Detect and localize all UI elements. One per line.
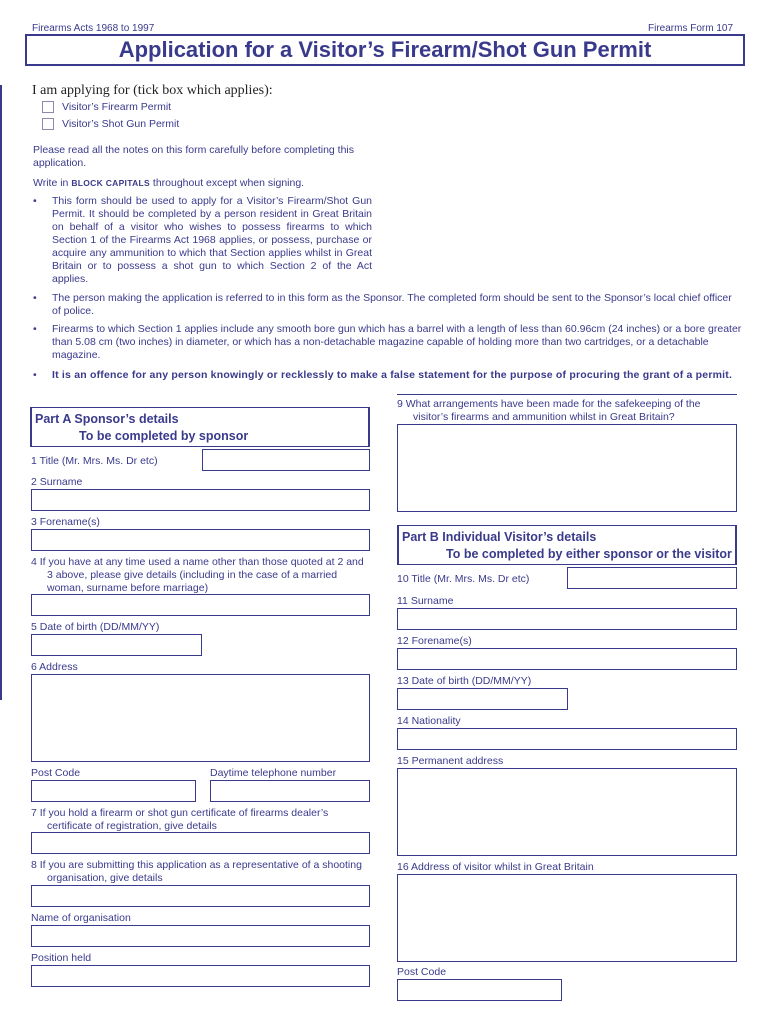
bullet-1-marker: •	[33, 195, 37, 207]
bullet-1-text: This form should be used to apply for a Visitor’s Firearm/Shot Gun Permit. It should be completed by a person resident in Great Britain on behalf of a visitor who wishes to possess firearms to which Section 1 of the Firearms Act 1968 applies, or possess, purchase or acquire any ammunition to which that Section applies whilst in Great Britain or to possess a shot gun to which Section 2 of the Act applies.	[52, 195, 372, 285]
organisation-name-field[interactable]	[31, 925, 370, 947]
q3-label: 3 Forename(s)	[31, 516, 100, 528]
sponsor-surname-field[interactable]	[31, 489, 370, 511]
q5-label: 5 Date of birth (DD/MM/YY)	[31, 621, 160, 633]
certificate-details-field[interactable]	[31, 832, 370, 854]
bullet-2-text: The person making the application is referred to in this form as the Sponsor. The completed form should be sent to the Sponsor’s local chief officer of police.	[52, 292, 732, 317]
margin-rule	[0, 85, 2, 700]
sponsor-address-field[interactable]	[31, 674, 370, 762]
part-b-title: Part B Individual Visitor’s details	[402, 530, 597, 544]
part-b-header	[397, 525, 737, 565]
q1-label: 1 Title (Mr. Mrs. Ms. Dr etc)	[31, 455, 158, 467]
q4-label: 4 If you have at any time used a name other than those quoted at 2 and 3 above, please give details (including in the case of a married woman, surname before marriage)	[31, 556, 364, 594]
safekeeping-field[interactable]	[397, 424, 737, 512]
permanent-address-field[interactable]	[397, 768, 737, 856]
q10-label: 10 Title (Mr. Mrs. Ms. Dr etc)	[397, 573, 530, 585]
block-capitals-text: BLOCK CAPITALS	[71, 178, 150, 188]
q9-rule	[397, 394, 737, 395]
q14-label: 14 Nationality	[397, 715, 461, 727]
visitor-dob-field[interactable]	[397, 688, 568, 710]
visitor-title-field[interactable]	[567, 567, 737, 589]
q13-label: 13 Date of birth (DD/MM/YY)	[397, 675, 532, 687]
bullet-4-marker: •	[33, 369, 37, 381]
part-a-header	[30, 407, 370, 447]
apply-heading: I am applying for (tick box which applies):	[32, 83, 273, 98]
organisation-details-field[interactable]	[31, 885, 370, 907]
shotgun-permit-checkbox[interactable]	[42, 118, 54, 130]
sponsor-forenames-field[interactable]	[31, 529, 370, 551]
phone-label: Daytime telephone number	[210, 767, 337, 779]
position-held-field[interactable]	[31, 965, 370, 987]
q2-label: 2 Surname	[31, 476, 83, 488]
other-names-field[interactable]	[31, 594, 370, 616]
q16-label: 16 Address of visitor whilst in Great Britain	[397, 861, 594, 873]
acts-reference: Firearms Acts 1968 to 1997	[32, 23, 155, 34]
write-in-text: Write in	[33, 177, 69, 189]
firearm-permit-checkbox[interactable]	[42, 101, 54, 113]
part-a-subtitle: To be completed by sponsor	[79, 429, 249, 443]
part-a-title: Part A Sponsor’s details	[35, 412, 179, 426]
visitor-postcode-field[interactable]	[397, 979, 562, 1001]
throughout-text: throughout except when signing.	[152, 177, 305, 189]
visitor-surname-field[interactable]	[397, 608, 737, 630]
sponsor-postcode-field[interactable]	[31, 780, 196, 802]
position-held-label: Position held	[31, 952, 92, 964]
sponsor-title-field[interactable]	[202, 449, 370, 471]
read-notes-text: Please read all the notes on this form carefully before completing this application.	[33, 144, 355, 169]
q6-label: 6 Address	[31, 661, 78, 673]
q7-label: 7 If you hold a firearm or shot gun certificate of firearms dealer’s certificate of registration, give details	[31, 807, 329, 832]
bullet-2-marker: •	[33, 292, 37, 304]
firearm-permit-label: Visitor’s Firearm Permit	[62, 101, 172, 113]
q15-label: 15 Permanent address	[397, 755, 504, 767]
q11-label: 11 Surname	[397, 595, 454, 607]
q8-label: 8 If you are submitting this application as a representative of a shooting organisation, give details	[31, 859, 362, 884]
sponsor-dob-field[interactable]	[31, 634, 202, 656]
visitor-postcode-label: Post Code	[397, 966, 447, 978]
bullet-4-text: It is an offence for any person knowingly or recklessly to make a false statement for the purpose of procuring the grant of a permit.	[52, 369, 733, 381]
organisation-name-label: Name of organisation	[31, 912, 131, 924]
visitor-nationality-field[interactable]	[397, 728, 737, 750]
form-number: Firearms Form 107	[648, 23, 734, 34]
visitor-forenames-field[interactable]	[397, 648, 737, 670]
shotgun-permit-label: Visitor’s Shot Gun Permit	[62, 118, 180, 130]
bullet-3-text: Firearms to which Section 1 applies include any smooth bore gun which has a barrel with a length of less than 60.96cm (24 inches) or a bore greater than 5.08 cm (two inches) in diameter, or which has a non-detachable magazine capable of holding more than two cartridges, or a detachable magazine.	[52, 323, 742, 361]
sponsor-phone-field[interactable]	[210, 780, 370, 802]
block-capitals-note	[33, 177, 304, 190]
bullet-3-marker: •	[33, 323, 37, 335]
q9-label: 9 What arrangements have been made for the safekeeping of the visitor’s firearms and ammunition whilst in Great Britain?	[397, 398, 701, 423]
postcode-label: Post Code	[31, 767, 81, 779]
gb-address-field[interactable]	[397, 874, 737, 962]
q12-label: 12 Forename(s)	[397, 635, 472, 647]
part-b-subtitle: To be completed by either sponsor or the visitor	[446, 547, 732, 561]
page-title: Application for a Visitor’s Firearm/Shot Gun Permit	[25, 34, 745, 66]
